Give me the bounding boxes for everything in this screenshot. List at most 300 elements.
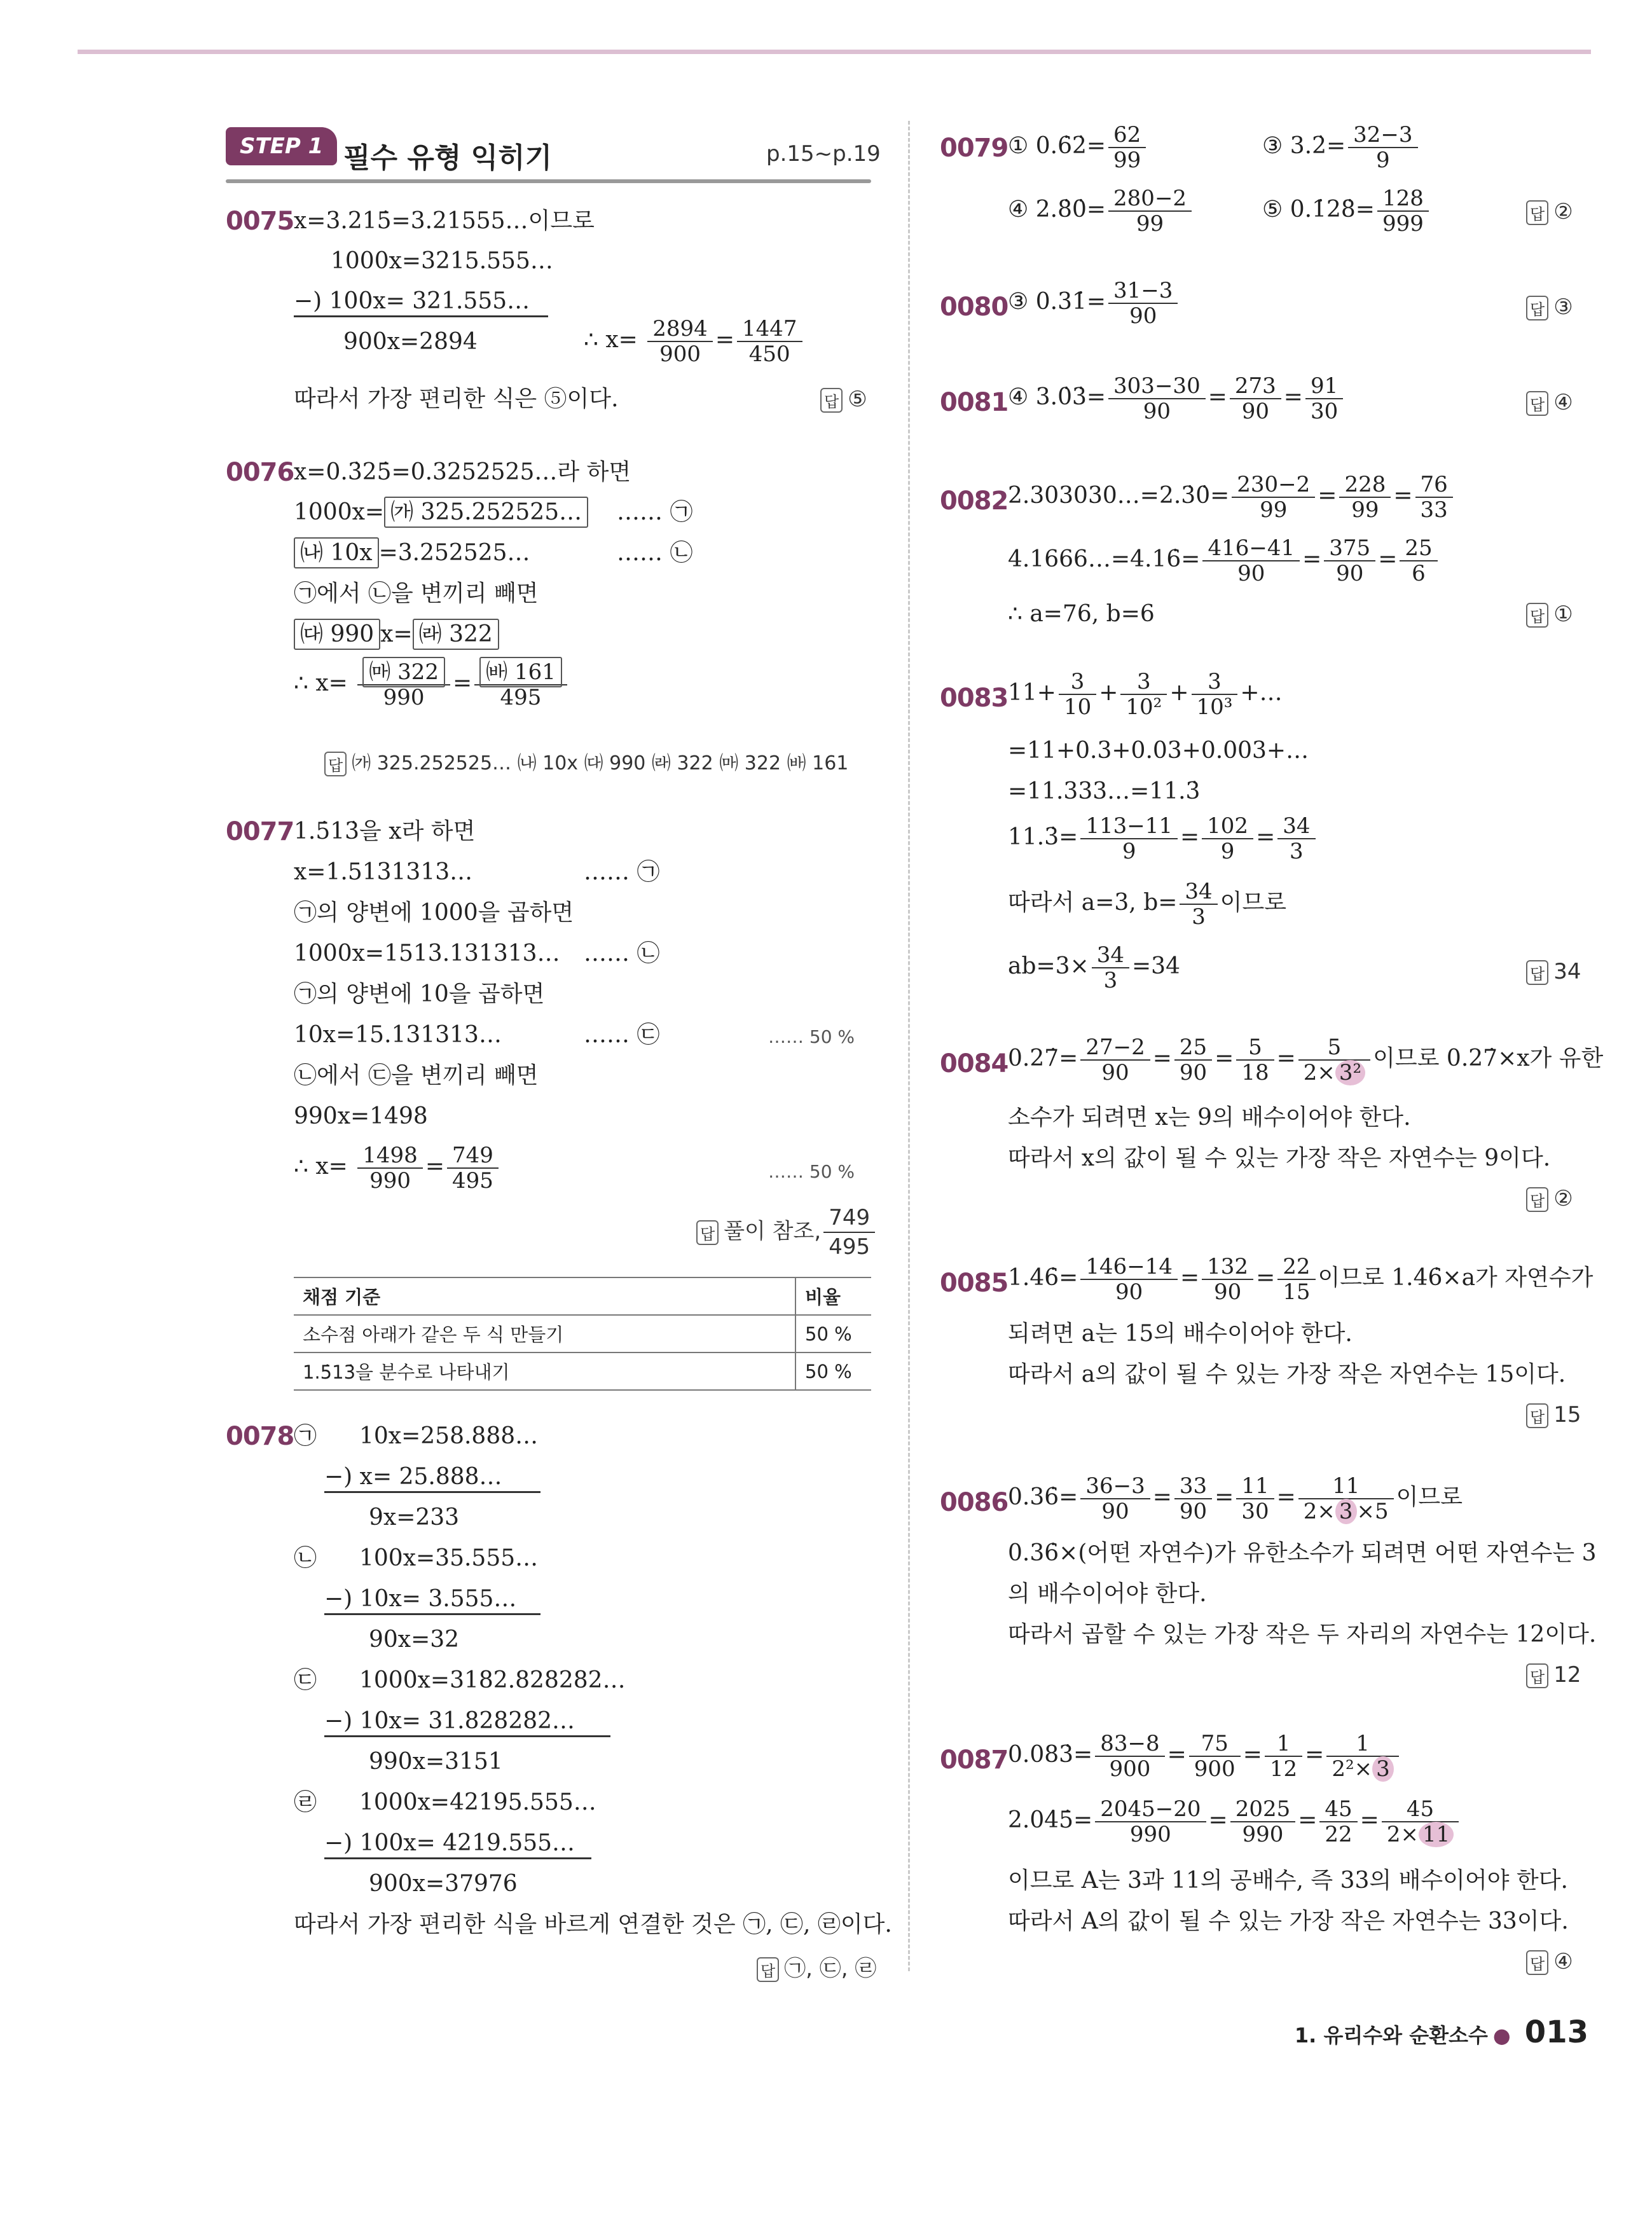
math-expression: 0.36̇= $\frac{36-3}{90}$ = $\frac{33}{90}$ = $\frac{11}{30}$ = $\frac{11}{2\times 3 \times 5}$ 이므로 (1008, 1473, 1463, 1524)
fraction (1095, 1733, 1164, 1780)
fraction (1192, 671, 1238, 718)
highlight: 3 (1335, 1499, 1357, 1524)
denominator: 3 (1192, 904, 1206, 930)
text: +… (1240, 680, 1283, 706)
answer-value: 12 (1553, 1662, 1581, 1688)
numerator: 1 (1326, 1733, 1398, 1757)
text: ④ 3.0̇3̇= (1008, 384, 1106, 410)
denominator: 495 (829, 1234, 871, 1260)
answer-value: ㈎ 325.252525… ㈏ 10x ㈐ 990 ㈑ 322 ㈒ 322 ㈓ 161 (352, 752, 849, 774)
fraction (1400, 537, 1437, 584)
text-line: 따라서 곱할 수 있는 가장 작은 두 자리의 자연수는 12이다. (1008, 1621, 1597, 1648)
text: ab=3× (1008, 953, 1089, 979)
denominator: 99 (1260, 497, 1288, 523)
fraction (357, 1145, 423, 1192)
text-line: 의 배수이어야 한다. (1008, 1581, 1207, 1607)
text: 0.36̇= (1008, 1484, 1078, 1510)
numerator: 1 (1265, 1733, 1302, 1757)
answer (1526, 390, 1573, 416)
text-line: 990x=3151 (369, 1749, 503, 1775)
fraction (1080, 1256, 1178, 1303)
answer (1526, 199, 1573, 225)
numerator: 416−41 (1202, 537, 1300, 561)
text-line: ㉠의 양변에 10을 곱하면 (294, 981, 545, 1007)
denominator: 90 (1101, 1499, 1129, 1524)
denominator: 12 (1269, 1756, 1298, 1782)
column-divider (908, 121, 910, 1971)
denominator: 495 (500, 685, 542, 710)
highlight: 3² (1335, 1060, 1365, 1085)
text: 4.1666…=4.16̇= (1008, 546, 1201, 572)
text-line: −) 100x= 321.555… (294, 290, 548, 317)
denominator: 10³ (1196, 694, 1233, 720)
answer-value: ⑤ (848, 387, 867, 412)
numerator: 25 (1174, 1036, 1212, 1061)
denominator: 90 (1241, 399, 1269, 424)
text: 2× (1303, 1060, 1335, 1085)
text: =34 (1132, 953, 1180, 979)
text-line: 따라서 가장 편리한 식은 ⑤이다. (294, 386, 619, 412)
blank-box: ㈑ 322 (413, 619, 499, 650)
denominator: 6 (1412, 561, 1426, 586)
text-line (294, 542, 530, 565)
text: 11+ (1008, 680, 1056, 706)
numerator: 36−3 (1080, 1475, 1150, 1499)
option (1262, 188, 1431, 235)
text-line: 900x=2894 (343, 329, 478, 355)
fraction (1174, 1036, 1212, 1084)
case-label: ㉠ (294, 1423, 317, 1449)
denominator: 990 (369, 1168, 411, 1194)
problem-number: 0078 (226, 1422, 294, 1451)
fraction (1108, 124, 1146, 171)
case-label: ㉢ (294, 1667, 317, 1693)
text: ③ 0.31̇= (1008, 289, 1106, 315)
text-line: 90x=32 (369, 1627, 460, 1653)
fraction (1202, 815, 1253, 862)
numerator: 83−8 (1095, 1733, 1164, 1757)
fraction (1230, 1798, 1296, 1845)
text: 2× (1303, 1499, 1335, 1524)
numerator: 2045−20 (1095, 1798, 1206, 1822)
fraction (1339, 474, 1391, 521)
answer-tag: 답 (1526, 1187, 1548, 1212)
text: ① 0.6̇2̇= (1008, 133, 1106, 159)
denominator: 33 (1420, 497, 1448, 523)
blank-box: ㈎ 325.252525… (384, 497, 588, 528)
table-cell: 1.5̇13̇을 분수로 나타내기 (294, 1352, 795, 1390)
numerator: 5 (1236, 1036, 1274, 1061)
text-line: =11.333…=11.3̇ (1008, 778, 1201, 804)
numerator: 75 (1189, 1733, 1241, 1757)
text: 이므로 1.46̇×a가 자연수가 (1318, 1265, 1593, 1291)
fraction (1230, 375, 1281, 422)
math-expression: 0.083̇= $\frac{83-8}{900}$ = $\frac{75}{900}$ = $\frac{1}{12}$ = $\frac{1}{\text{2²× 3}}$ (1008, 1733, 1401, 1780)
numerator: 280−2 (1108, 188, 1192, 212)
text-line: 따라서 a의 값이 될 수 있는 가장 작은 자연수는 15이다. (1008, 1361, 1566, 1387)
equation-label: …… ㉠ (584, 859, 660, 885)
fraction (1324, 537, 1375, 584)
numerator: 3 (1059, 671, 1096, 695)
blank-box: ㈏ 10x (294, 537, 379, 568)
numerator: 32−3 (1348, 124, 1417, 148)
answer-tag: 답 (1526, 1663, 1548, 1688)
option (1008, 124, 1148, 171)
blank-box: ㈓ 161 (479, 657, 562, 687)
option (1262, 124, 1421, 171)
text: 0.083̇= (1008, 1742, 1093, 1768)
math-expression: 2.04̇5̇= $\frac{2045-20}{990}$ = $\frac{2025}{990}$ = $\frac{45}{22}$ = $\frac{45}{2\times 11}$ (1008, 1798, 1461, 1845)
fraction (1120, 671, 1167, 718)
answer (757, 1951, 876, 1982)
text-line: 100x=35.555… (359, 1545, 539, 1571)
answer-value: ③ (1553, 294, 1573, 320)
denominator: 990 (1129, 1822, 1171, 1847)
answer (820, 387, 867, 413)
numerator: 45 (1319, 1798, 1357, 1822)
answer-value: 34 (1553, 959, 1581, 984)
score-percent: …… 50 % (768, 1026, 855, 1047)
fraction (1080, 815, 1178, 862)
table-row (294, 1352, 871, 1390)
denominator (1382, 1822, 1459, 1845)
math-expression: ∴ x= $\frac{㈒ 322}{990}$ = $\frac{㈓ 161}{495}$ (294, 661, 570, 708)
answer-tag: 답 (1526, 200, 1548, 225)
text-line (294, 501, 588, 524)
score-percent: …… 50 % (768, 1161, 855, 1182)
fraction (1108, 188, 1192, 235)
answer (1526, 959, 1581, 985)
table-header: 채점 기준 (294, 1277, 795, 1315)
math-expression (1008, 944, 1180, 991)
text-line: −) x= 25.888… (324, 1466, 540, 1493)
math-expression: 0.27̇= $\frac{27-2}{90}$ = $\frac{25}{90}$ = $\frac{5}{18}$ = $\frac{5}{\text{2× 3²}}$ 이므로 0.27̇×x가 유한 (1008, 1035, 1604, 1085)
fraction (447, 1145, 499, 1192)
therefore: ∴ x= (294, 1153, 348, 1180)
fraction (1174, 1475, 1212, 1522)
answer-value: ④ (1553, 1949, 1573, 1974)
fraction (647, 318, 713, 365)
text: x= (380, 621, 413, 647)
numerator: 2025 (1230, 1798, 1296, 1822)
denominator: 22 (1325, 1822, 1353, 1847)
denominator: 999 (1382, 211, 1424, 237)
numerator: 749 (447, 1145, 499, 1169)
math-expression: 1.46̇= $\frac{146-14}{90}$ = $\frac{132}{90}$ = $\frac{22}{15}$ 이므로 1.46̇×a가 자연수가 (1008, 1254, 1593, 1305)
bullet-icon: ● (1492, 2023, 1511, 2048)
denominator: 3 (1103, 968, 1118, 993)
step-pages: p.15~p.19 (766, 141, 881, 167)
denominator: 15 (1283, 1279, 1311, 1305)
text-line: 10x=258.888… (359, 1423, 539, 1449)
problem-number: 0087 (940, 1745, 1008, 1775)
text-line: x=0.3̇25̇=0.3252525…라 하면 (294, 459, 631, 485)
math-expression (1008, 881, 1286, 928)
text-line: 0.36̇×(어떤 자연수)가 유한소수가 되려면 어떤 자연수는 3 (1008, 1540, 1597, 1566)
denominator: 10 (1063, 694, 1092, 720)
fraction (1092, 944, 1129, 991)
math-expression: ∴ x= $\frac{2894}{900}$ = $\frac{1447}{450}$ (584, 318, 805, 365)
numerator: 33 (1174, 1475, 1212, 1499)
denominator: 90 (1237, 561, 1265, 586)
text: 이므로 (1396, 1484, 1463, 1510)
text: 0.27̇= (1008, 1045, 1078, 1071)
denominator: 90 (1101, 1060, 1129, 1085)
fraction (1415, 474, 1453, 521)
numerator: 102 (1202, 815, 1253, 839)
problem-number: 0076 (226, 458, 294, 487)
denominator: 450 (748, 341, 790, 367)
text: 1.46̇= (1008, 1265, 1078, 1291)
denominator: 18 (1241, 1060, 1269, 1085)
denominator: 30 (1241, 1499, 1269, 1524)
denominator: 900 (1194, 1756, 1236, 1782)
equation-label: …… ㉡ (584, 940, 660, 967)
text-line: 따라서 가장 편리한 식을 바르게 연결한 것은 ㉠, ㉢, ㉣이다. (294, 1911, 892, 1937)
fraction (1265, 1733, 1302, 1780)
denominator: 90 (1129, 303, 1157, 329)
fraction (1348, 124, 1417, 171)
text-line: 990x=1498 (294, 1103, 428, 1129)
answer-tag: 답 (1526, 1950, 1548, 1975)
table-cell: 50 % (795, 1315, 871, 1352)
text: 2²× (1332, 1756, 1373, 1782)
numerator: 34 (1092, 944, 1129, 968)
text-line: 따라서 A의 값이 될 수 있는 가장 작은 자연수는 33이다. (1008, 1908, 1569, 1934)
problem-number: 0075 (226, 207, 294, 236)
therefore: ∴ x= (294, 670, 348, 696)
fraction (823, 1205, 875, 1260)
table-cell: 50 % (795, 1352, 871, 1390)
fraction (1326, 1733, 1398, 1780)
text: ③ 3.2̇= (1262, 133, 1346, 159)
denominator (1326, 1757, 1398, 1780)
highlight: 3 (1372, 1756, 1394, 1782)
answer-value: ① (1553, 602, 1573, 627)
numerator: 113−11 (1080, 815, 1178, 839)
denominator: 90 (1213, 1279, 1242, 1305)
fraction (1298, 1475, 1394, 1522)
numerator: 132 (1202, 1256, 1253, 1280)
denominator: 990 (383, 685, 425, 710)
text-line: 따라서 x의 값이 될 수 있는 가장 작은 자연수는 9이다. (1008, 1145, 1551, 1171)
denominator (1298, 1061, 1370, 1084)
text-line: x=1.5131313… (294, 859, 473, 885)
numerator: 146−14 (1080, 1256, 1178, 1280)
denominator: 90 (1179, 1060, 1208, 1085)
denominator: 9 (1122, 839, 1136, 864)
numerator: 91 (1305, 375, 1343, 399)
text: 2× (1386, 1822, 1419, 1847)
answer-tag: 답 (1526, 1403, 1548, 1428)
math-expression (1008, 280, 1180, 327)
text-line: −) 10x= 3.555… (324, 1588, 540, 1615)
fraction (1202, 537, 1300, 584)
answer-value: ② (1553, 199, 1573, 224)
text: 이므로 0.27̇×x가 유한 (1373, 1045, 1604, 1071)
fraction (474, 661, 567, 708)
page-footer (1295, 2014, 1588, 2050)
denominator: 99 (1351, 497, 1379, 523)
numerator: 76 (1415, 474, 1453, 498)
fraction (1080, 1475, 1150, 1522)
fraction (1108, 280, 1178, 327)
numerator: 11 (1298, 1475, 1394, 1499)
numerator (357, 661, 450, 685)
denominator: 990 (1242, 1822, 1284, 1847)
denominator: 99 (1113, 148, 1141, 173)
answer-tag: 답 (1526, 603, 1548, 628)
table-row (294, 1315, 871, 1352)
text: ×5 (1356, 1499, 1389, 1524)
numerator: 5 (1298, 1036, 1370, 1061)
answer-tag: 답 (696, 1220, 719, 1245)
denominator: 3 (1290, 839, 1304, 864)
numerator (474, 661, 567, 685)
numerator: 1447 (737, 318, 802, 342)
equation-label: …… ㉠ (617, 499, 693, 525)
problem-number: 0079 (940, 134, 1008, 163)
denominator: 9 (1376, 148, 1390, 173)
fraction (1305, 375, 1343, 422)
math-expression: ∴ x= $\frac{1498}{990}$ = $\frac{749}{495}$ (294, 1145, 501, 1192)
option (1008, 188, 1194, 235)
fraction (1095, 1798, 1206, 1845)
answer-value: ㉠, ㉢, ㉣ (784, 1956, 877, 1981)
fraction (1059, 671, 1096, 718)
text-line: x=3.215̇=3.21555…이므로 (294, 208, 595, 234)
text-line: 1000x=1513.131313… (294, 940, 560, 967)
numerator: 22 (1277, 1256, 1315, 1280)
numerator: 3 (1120, 671, 1167, 695)
denominator: 10² (1125, 694, 1162, 720)
fraction (1236, 1036, 1274, 1084)
fraction (1202, 1256, 1253, 1303)
fraction (1277, 815, 1315, 862)
answer-tag: 답 (1526, 391, 1548, 416)
fraction (357, 661, 450, 708)
text-line: 1.5̇13̇을 x라 하면 (294, 818, 476, 844)
blank-box: ㈒ 322 (362, 657, 445, 687)
numerator: 303−30 (1108, 375, 1206, 399)
step-title: 필수 유형 익히기 (343, 142, 553, 174)
step-badge: STEP 1 (226, 127, 337, 165)
answer-tag: 답 (1526, 960, 1548, 985)
equation-label: …… ㉡ (617, 540, 693, 566)
problem-number: 0077 (226, 817, 294, 846)
fraction (1319, 1798, 1357, 1845)
fraction (1377, 188, 1429, 235)
numerator: 273 (1230, 375, 1281, 399)
fraction (1277, 1256, 1315, 1303)
answer-tag: 답 (324, 752, 347, 776)
answer-value: ④ (1553, 390, 1573, 415)
table-cell: 소수점 아래가 같은 두 식 만들기 (294, 1315, 795, 1352)
denominator: 90 (1179, 1499, 1208, 1524)
table-header: 비율 (795, 1277, 871, 1315)
denominator: 900 (659, 341, 701, 367)
numerator: 31−3 (1108, 280, 1178, 304)
numerator: 128 (1377, 188, 1429, 212)
denominator: 495 (451, 1168, 493, 1194)
fraction (1298, 1036, 1370, 1084)
blank-box: ㈐ 990 (294, 619, 380, 650)
text-line: ㉠의 양변에 1000을 곱하면 (294, 900, 574, 926)
answer-value: 15 (1553, 1402, 1581, 1428)
math-expression: ④ 3.0̇3̇= $\frac{303-30}{90}$ = $\frac{273}{90}$ = $\frac{91}{30}$ (1008, 375, 1346, 422)
problem-number: 0080 (940, 293, 1008, 322)
denominator: 90 (1115, 1279, 1143, 1305)
fraction (1382, 1798, 1459, 1845)
numerator: 27−2 (1080, 1036, 1150, 1061)
math-expression: 4.1666…=4.16̇= $\frac{416-41}{90}$ = $\frac{375}{90}$ = $\frac{25}{6}$ (1008, 537, 1440, 584)
math-expression: 11.3̇= $\frac{113-11}{9}$ = $\frac{102}{9}$ = $\frac{34}{3}$ (1008, 815, 1318, 862)
text: 11.3̇= (1008, 824, 1078, 850)
answer-value: ② (1553, 1186, 1573, 1211)
text-line: 10x=15.131313… (294, 1022, 502, 1048)
answer (1526, 1949, 1573, 1975)
problem-number: 0086 (940, 1488, 1008, 1517)
answer-value: 풀이 참조, (724, 1218, 822, 1244)
numerator: 228 (1339, 474, 1391, 498)
fraction (1189, 1733, 1241, 1780)
numerator: 230−2 (1232, 474, 1315, 498)
chapter-title: 1. 유리수와 순환소수 (1294, 2023, 1488, 2048)
fraction (1232, 474, 1315, 521)
numerator: 34 (1180, 881, 1217, 905)
text-line (294, 623, 499, 646)
numerator: 62 (1108, 124, 1146, 148)
denominator: 90 (1143, 399, 1171, 424)
answer (1526, 1402, 1581, 1428)
text-line: −) 10x= 31.828282… (324, 1710, 610, 1737)
therefore: ∴ x= (584, 327, 638, 353)
fraction (1180, 881, 1217, 928)
scoring-table (294, 1277, 871, 1391)
numerator: 375 (1324, 537, 1375, 561)
denominator: 99 (1136, 211, 1164, 237)
numerator: 25 (1400, 537, 1437, 561)
denominator (1298, 1499, 1394, 1522)
text: 1000x= (294, 499, 385, 525)
answer (1526, 1186, 1573, 1212)
answer-tag: 답 (820, 388, 843, 413)
numerator: 11 (1236, 1475, 1274, 1499)
text-line: ∴ a=76, b=6 (1008, 601, 1155, 627)
answer (1526, 294, 1573, 320)
top-border (78, 50, 1591, 54)
problem-number: 0085 (940, 1269, 1008, 1298)
page-number: 013 (1524, 2014, 1588, 2050)
highlight: 11 (1419, 1822, 1454, 1847)
math-expression: 2.303030…=2.3̇0̇= $\frac{230-2}{99}$ = $\frac{228}{99}$ = $\frac{76}{33}$ (1008, 474, 1456, 521)
text-line: −) 100x= 4219.555… (324, 1832, 591, 1859)
fraction (1108, 375, 1206, 422)
numerator: 1498 (357, 1145, 423, 1169)
numerator: 2894 (647, 318, 713, 342)
answer (1526, 1662, 1581, 1688)
text: 따라서 a=3, b= (1008, 890, 1178, 916)
numerator: 3 (1192, 671, 1238, 695)
text-line: 소수가 되려면 x는 9의 배수이어야 한다. (1008, 1105, 1411, 1131)
text: 2.04̇5̇= (1008, 1807, 1093, 1833)
text: 2.303030…=2.3̇0̇= (1008, 483, 1230, 509)
step-rule (226, 179, 871, 183)
denominator: 30 (1310, 399, 1339, 424)
answer-tag: 답 (757, 1957, 779, 1982)
answer (324, 747, 848, 776)
math-expression: 11+ $\frac{3}{10}$ + $\frac{3}{\text{10²}}$ + $\frac{3}{\text{10³}}$ +… (1008, 669, 1283, 720)
